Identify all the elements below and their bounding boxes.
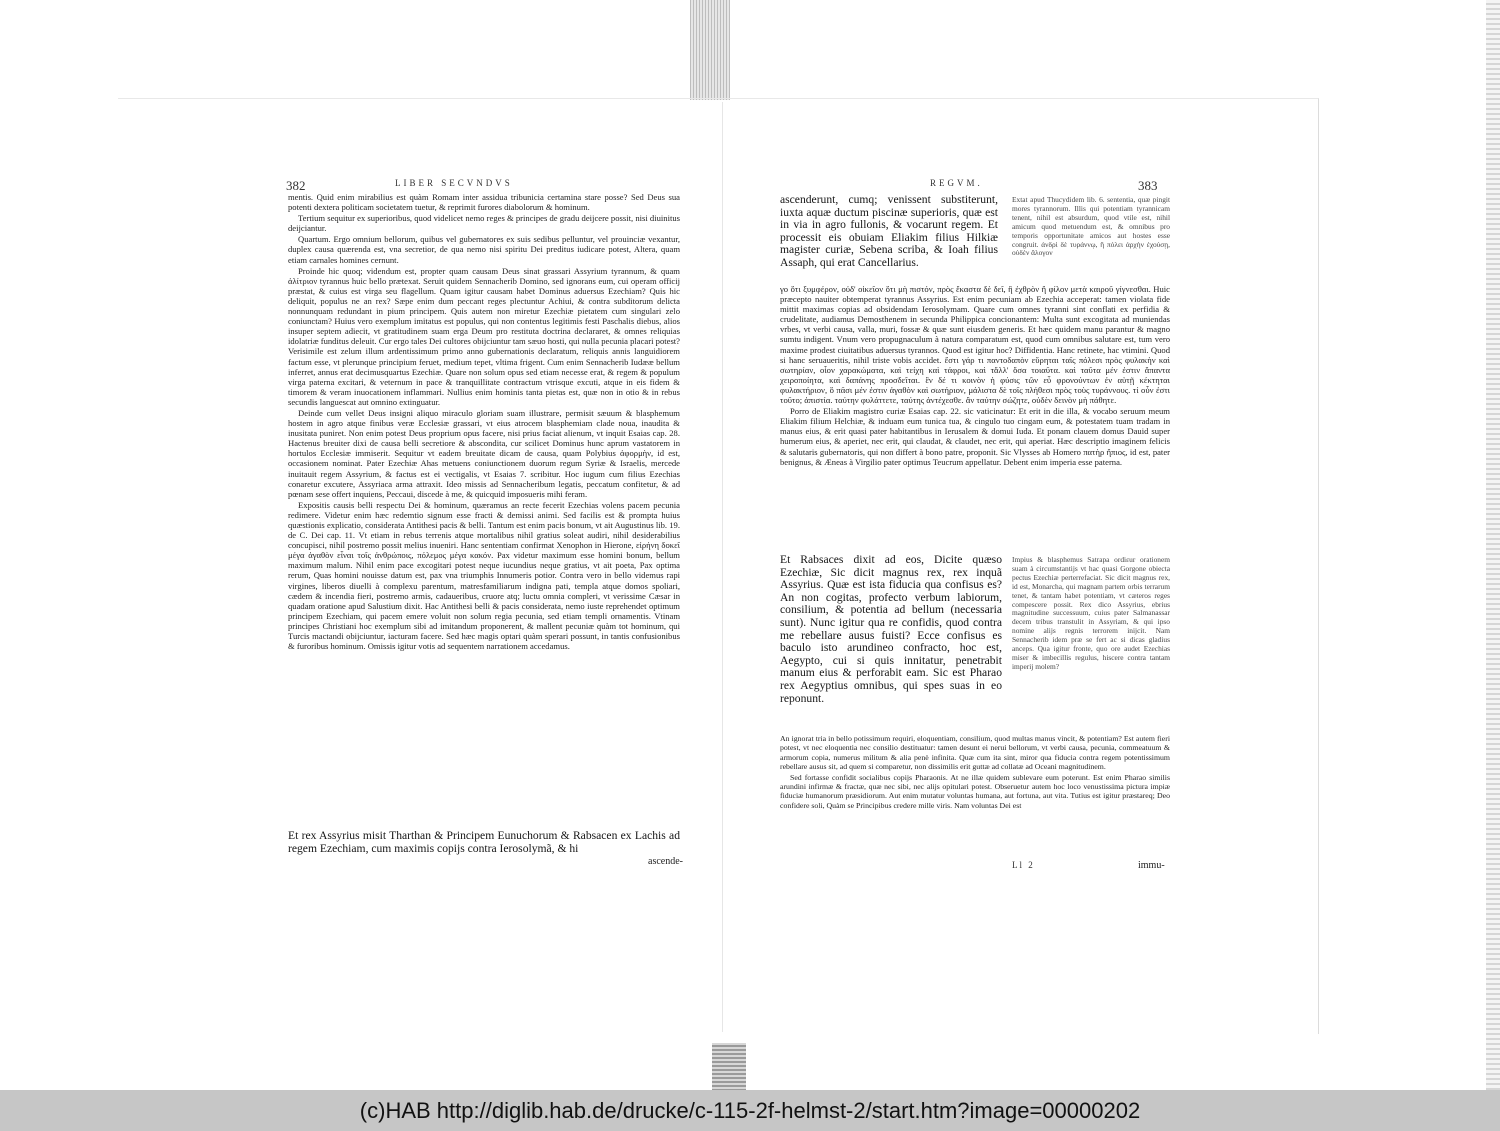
right-scripture-top — [780, 194, 998, 274]
paragraph: Expositis causis belli respectu Dei & hominum, quæramus an recte fecerit Ezechias volens pacem pecunia redimere. Videtur enim hæc redemtio signum esse fracti & demissi animi. Sed facilis est & prompta huius quæstionis explicatio, considerata Antithesi pacis & belli. Tantum est enim pacis bonum, vt ait Augustinus lib. 19. de C. Dei cap. 11. Vt etiam in rebus terrenis atque mortalibus nihil gratius soleat audiri, nihil desiderabilius concupisci, nihil postremo possit melius inueniri. Hanc sententiam confirmat Xenophon in Hierone, εἰρήνη δοκεῖ μέγα ἀγαθὸν εἶναι τοῖς ἀνθρώποις, πόλεμος μέγα κακόν. Pax videtur maximum esse homini bonum, bellum maximum malum. Nihil enim pace excogitari potest neque iucundius neque gratius, vt ait poeta, Pax optima rerum, Quas homini nouisse datum est, pax vna triumphis Innumeris potior. Contra vero in bello videmus rapi virgines, liberos diuelli à complexu parentum, matresfamiliarum indigna pati, templa atque domos spoliari, cædem & incendia fieri, postremo armis, cadaueribus, cruore atq; luctu omnia compleri, vt verissime Cæsar in quadam oratione apud Salustium dixit. Hac Antithesi belli & pacis considerata, nemo iuste reprehendet optimum principem Ezechiam, qui pacem emere voluit non solum regia pecunia, sed etiam templi ornamentis. Vtinam principes Christiani hoc exemplum sibi ad imitandum proponerent, & mallent pecuniæ quàm tot hominum, qui Turcis mactandi obijciuntur, iacturam facere. Sed hæc magis optari quàm sperari possunt, in tantis confusionibus & furoribus hominum. Omissis igitur votis ad sequentem narrationem accedamus. — [288, 499, 680, 652]
scan-edge-top — [690, 0, 730, 100]
right-running-head: REGVM. — [930, 178, 983, 188]
right-side-note-mid — [1012, 556, 1170, 732]
paragraph: Quartum. Ergo omnium bellorum, quibus vel gubernatores ex suis sedibus pelluntur, vel prouinciæ vexantur, duplex causa quærenda est, vna secretior, de qua nemo nisi spiritu Dei preditus iudicare potest, Altera, quam etiam carnales homines cernunt. — [288, 234, 680, 265]
book-spine — [722, 102, 723, 1032]
left-catchword: ascende- — [648, 856, 683, 867]
attribution-bar — [0, 1090, 1500, 1131]
scripture-passage: ascenderunt, cumq; venissent substiterunt, iuxta aquæ ductum piscinæ superioris, quæ est in via in agro fullonis, & vocarunt regem. Et processit eis obuiam Eliakim filius Hilkiæ magister curiæ, Sebena scriba, & Ioah filius Assaph, qui erat Cancellarius. — [780, 194, 998, 269]
paragraph: Sed fortasse confidit socialibus copijs Pharaonis. At ne illæ quidem sublevare eum poterunt. Est enim Pharao similis arundini infirmæ & fractæ, quæ nec sibi, nec alijs opitulari potest. Obseruetur autem hoc loco venustissima pictura impiæ fiduciæ humanorum præsidiorum. Aut enim mutatur voluntas humana, aut fortuna, aut vita. Tutius est igitur præstareq; Deo confidere soli, Quàm se Principibus credere mille viris. Nam voluntas Dei est — [780, 772, 1170, 810]
scripture-passage: Et rex Assyrius misit Tharthan & Principem Eunuchorum & Rabsacen ex Lachis ad regem Ezechiam, cum maximis copijs contra Ierosolymã, & hi — [288, 830, 680, 855]
paragraph: An ignorat tria in bello potissimum requiri, eloquentiam, consilium, quod multas manus vincit, & potentiam? Est autem fieri potest, vt nec eloquentia nec consilio destituatur: tamen desunt ei nerui bellorum, vt verbi causa, pecunia, commeatuum & armorum copia, numerus militum & alia penè infinita. Quæ cum ita sint, miror qua fiducia contra regem potentissimum rebellare ausus sit, ad quem si comparetur, non dissimilis erit guttæ ad collatæ ad Oceani magnitudinem. — [780, 734, 1170, 772]
paragraph: mentis. Quid enim mirabilius est quàm Romam inter assidua tribunicia certamina stare posse? Sed Deus sua potenti dextera politicam societatem tuetur, & reprimit furores diabolorum & hominum. — [288, 192, 680, 213]
paragraph: Porro de Eliakim magistro curiæ Esaias cap. 22. sic vaticinatur: Et erit in die illa, & vocabo seruum meum Eliakim filium Helchiæ, & induam eum tunica tua, & cingulo tuo cingam eum, & potestatem tuam tradam in manus eius, & erit quasi pater habitantibus in Ierusalem & domui Iuda. Et ponam clauem domus Dauid super humerum eius, & aperiet, nec erit, qui claudat, & claudet, nec erit, qui aperiat. Hæc descriptio imaginem felicis & salutaris gubernatoris, qui non differt à bono patre, proponit. Sic Vlysses ab Homero πατὴρ ἤπιος, id est, pater benignus, & Æneas à Virgilio pater optimus Teucrum appellatur. Debent enim imperia esse paterna. — [780, 406, 1170, 467]
left-scripture-text — [288, 830, 680, 858]
side-note: Extat apud Thucydidem lib. 6. sententia, quæ pingit mores tyrannorum. Illis qui potentiam tyrannicam tenent, nihil est absurdum, quod vtile est, nihil amicum quod metuendum est, & omnibus pro temporis opportunitate amicos aut hostes esse congruit. ἀνδρὶ δὲ τυράννῳ, ἢ πόλει ἀρχὴν ἐχούσῃ, οὐδὲν ἄλογον — [1012, 196, 1170, 258]
signature-mark: Ll 2 — [1012, 860, 1035, 870]
scripture-passage: Et Rabsaces dixit ad eos, Dicite quæso Ezechiæ, Sic dicit magnus rex, rex inquã Assyrius. Quæ est ista fiducia qua confisus es? An non cogitas, profecto verbum labiorum, consilium, & potentia ad bellum (necessaria sunt). Nunc igitur qua re confidis, quod contra me rebellare ausus fuisti? Ecce confisus es baculo isto arundineo confracto, hoc est, Aegypto, cui si quis innitatur, penetrabit manum eius & perforabit eam. Sic est Pharao rex Aegyptius omnibus, qui spes suas in eo reponunt. — [780, 554, 1002, 705]
right-catchword: immu- — [1138, 860, 1165, 871]
attribution-text: (c)HAB http://diglib.hab.de/drucke/c-115-2f-helmst-2/start.htm?image=00000202 — [359, 1097, 1141, 1123]
right-page-number: 383 — [1138, 178, 1158, 193]
paragraph: Proinde hic quoq; videndum est, propter quam causam Deus sinat grassari Assyrium tyrannum, & quam ἀλίτριον tyrannus huic bello prætexat. Seruit quidem Sennacherib Domino, sed ignorans eum, cui operam officij præstat, & cuius est virga seu flagellum. Quam igitur causam habet Dominus aduersus Ezechiam? Quis hic deliquit, populus ne an rex? Sæpe enim dum peccant reges plectuntur Achiui, & contra subditorum delicta nonnunquam redundant in pium principem. Quis autem non miretur Ezechiæ pietatem cum singulari zelo coniunctam? Huius vero exemplum imitatus est populus, qui non contentus legitimis festi Paschalis diebus, alios insuper septem adiecit, vt gratitudinem suam erga Deum pro restituta doctrina declararet, & omnes reliquias idolatriæ funditus deleuit. Cur ergo tales Dei cultores obijciuntur tam sæuo hosti, qui nulla pecunia placari potest? Verisimile est zelum illum ardentissimum primo anno gubernationis declaratum, reliquis annis languidiorem factum esse, vt plerunque principium feruet, medium tepet, vltima frigent. Cum enim Sennacherib Iudææ bellum inferret, annus erat decimusquartus Ezechiæ. Quare non solum opus sed etiam necesse erat, & regem & populum virga paterna excitari, & veternum in pace & tranquillitate contractum vtrisque excuti, atque in eis fidem & timorem & veram inuocationem inflammari. Nullius enim hominis tanta pietas est, quæ non in otio & in rebus secundis languescat aut omnino extinguatur. — [288, 265, 680, 407]
paragraph: γο ὅτι ξυμφέρον, οὐδ' οἰκεῖον ὅτι μὴ πιστόν, πρὸς ἕκαστα δὲ δεῖ, ἢ ἐχθρὸν ἢ φίλον μετὰ καιροῦ γίγνεσθαι. Huic præcepto nauiter obtemperat tyrannus Assyrius. Est enim pecuniam ab Ezechia acceperat: tamen violata fide mittit maximas copias ad obsidendam Ierosolymam. Quare cum omnes tyranni sint conflati ex perfidia & crudelitate, audiamus Demosthenem in secunda Philippica concionantem: Multa sunt excogitata ad muniendas vrbes, vt verbi causa, valla, muri, fossæ & quæ sunt eiusdem generis. Et hæc quidem manu parantur & magno sumtu indigent. Vnum vero propugnaculum à natura comparatum est, quod cum omnibus salutare est, tum vero maxime prodest ciuitatibus aduersus tyrannos. Quod est igitur hoc? Diffidentia. Hanc retinete, hac vtimini. Quod si hanc seruaueritis, nihil triste vobis accidet. ἔστι γάρ τι παντοδαπὸν εὕρηται ταῖς πόλεσι πρὸς φυλακὴν καὶ σωτηρίαν, οἷον χαρακώματα, καὶ τείχη καὶ τάφροι, καὶ τἄλλ' ὅσα τοιαῦτα. καὶ ταῦτα μέν ἐστιν ἅπαντα χειροποίητα, καὶ δαπάνης προσδεῖται. ἓν δέ τι κοινὸν ἡ φύσις τῶν εὖ φρονούντων ἐν αὑτῇ κέκτηται φυλακτήριον, ὃ πᾶσι μέν ἐστιν ἀγαθὸν καὶ σωτήριον, μάλιστα δὲ τοῖς πλήθεσι πρὸς τοὺς τυράννους. τί οὖν ἐστι τοῦτο; ἀπιστία. ταύτην φυλάττετε, ταύτης ἀντέχεσθε. ἂν ταύτην σώζητε, οὐδὲν δεινὸν μὴ πάθητε. — [780, 284, 1170, 406]
right-side-note-top — [1012, 196, 1170, 276]
scanner-strip — [1486, 0, 1500, 1090]
paragraph: Tertium sequitur ex superioribus, quod videlicet nemo reges & principes de gradu deijcere possit, nisi diuinitus deijciantur. — [288, 213, 680, 234]
paragraph: Deinde cum vellet Deus insigni aliquo miraculo gloriam suam illustrare, permisit sæuum & blasphemum hostem in agro atque finibus veræ Ecclesiæ grassari, vt eius atrocem blasphemiam clade noua, inaudita & inusitata puniret. Non enim potest Deus proprium opus facere, nisi prius faciat alienum, vt inquit Esaias cap. 28. Hactenus breuiter dixi de causa belli secretiore & abscondita, cur scilicet Dominus hunc aprum vastatorem in hortulos Ecclesiæ immiserit. Sequitur vt eadem breuitate dicam de causa, quam Polybius ἀφορμὴν, id est, occasionem nominat. Pater Ezechiæ Ahas metuens coniunctionem duorum regum Syriæ & Israelis, mercede inuitauit regem Assyrium, & factus est ei vectigalis, vt Esaias 7. scribitur. Hoc iugum cum filius Ezechias conaretur excutere, Assyriaca arma attraxit. Ideo missis ad Sennacheribum legatis, peccatum confitetur, & ad pœnam sese offert inquiens, Peccaui, discede à me, & quicquid imposueris mihi feram. — [288, 407, 680, 499]
left-main-text — [288, 192, 680, 822]
side-note: Impius & blasphemus Satrapa ordiεur orationem suam à circumstantijs vt hac quasi Gorgone obiecta pectus Ezechiæ perterrefaciat. Sic dicit magnus rex, id est, Monarcha, qui magnam partem orbis terrarum tenet, & tantam habet potentiam, vt cæteros reges compescere possit. Rex dico Assyrius, ebrius magnitudine successuum, cuius pater Salmanassar decem tribus transtulit in Assyriam, & qui ipso nomine alijs regnis terrorem inijcit. Nam Sennacherib idem præ se fert ac si dicas gladius anceps. Qua igitur fronte, quo ore audet Ezechias miser & imbecillis regulus, hiscere contra tantam imperij molem? — [1012, 556, 1170, 671]
right-main-text — [780, 284, 1170, 546]
left-page-number: 382 — [286, 178, 306, 193]
scan-edge-bottom — [712, 1043, 746, 1091]
right-scripture-mid — [780, 554, 1002, 718]
right-bottom-text — [780, 734, 1170, 856]
left-running-head: LIBER SECVNDVS — [395, 178, 513, 188]
